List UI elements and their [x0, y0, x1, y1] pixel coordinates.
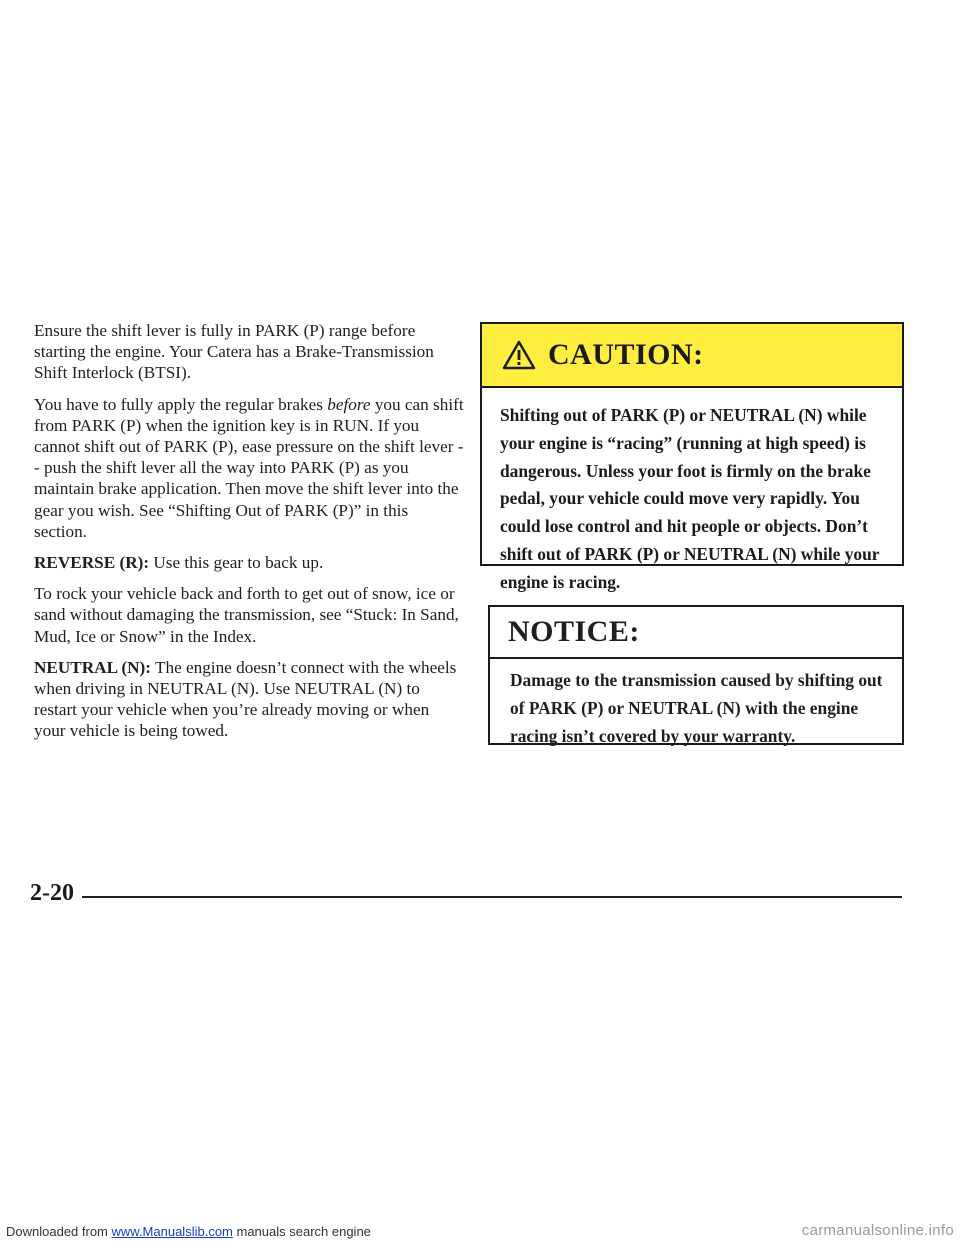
- notice-box: [488, 605, 904, 745]
- notice-text: Damage to the transmission caused by shifting out of PARK (P) or NEUTRAL (N) with the engine racing isn’t covered by your warranty.: [510, 670, 883, 746]
- download-prefix: Downloaded from: [6, 1224, 112, 1239]
- download-suffix: manuals search engine: [232, 1224, 371, 1239]
- paragraph-neutral: [34, 657, 464, 742]
- notice-title: NOTICE:: [508, 615, 640, 648]
- body-text-column: [34, 320, 464, 752]
- download-credit: [6, 1224, 371, 1239]
- paragraph-reverse: [34, 552, 464, 573]
- warning-triangle-icon: [502, 340, 536, 370]
- btsi-text-b: you can shift from PARK (P) when the ignition key is in RUN. If you cannot shift out of PARK (P), ease pressure on the shift lever -- push the shift lever all the way into PARK (P) as you maintain brake application. Then move the shift lever into the gear you wish. See “Shifting Out of PARK (P)” in this section.: [34, 394, 464, 541]
- footer-divider: [82, 896, 902, 898]
- caution-header: [482, 324, 902, 388]
- reverse-text: Use this gear to back up.: [149, 553, 324, 573]
- caution-title: CAUTION:: [548, 338, 704, 371]
- paragraph-park-range: Ensure the shift lever is fully in PARK (P) range before starting the engine. Your Catera has a Brake-Transmission Shift Interlock (BTSI).: [34, 321, 434, 383]
- caution-text: Shifting out of PARK (P) or NEUTRAL (N) while your engine is “racing” (running at high speed) is dangerous. Unless your foot is firmly on the brake pedal, your vehicle could move very rapidly. You could lose control and hit people or objects. Don’t shift out of PARK (P) or NEUTRAL (N) while your engine is racing.: [500, 405, 880, 592]
- paragraph-btsi: [34, 394, 464, 542]
- watermark: carmanualsonline.info: [801, 1222, 954, 1239]
- caution-box: [480, 322, 904, 592]
- notice-header: [490, 607, 902, 659]
- btsi-italic-before: before: [327, 394, 371, 414]
- neutral-text: The engine doesn’t connect with the wheels when driving in NEUTRAL (N). Use NEUTRAL (N) to restart your vehicle when you’re already moving or when your vehicle is being towed.: [34, 657, 457, 741]
- reverse-label: REVERSE (R):: [34, 553, 150, 573]
- manualslib-link[interactable]: www.Manualslib.com: [111, 1224, 233, 1239]
- page-number: 2-20: [30, 880, 74, 906]
- paragraph-rock-vehicle: To rock your vehicle back and forth to get out of snow, ice or sand without damaging the transmission, see “Stuck: In Sand, Mud, Ice or Snow” in the Index.: [34, 584, 459, 646]
- btsi-text-a: You have to fully apply the regular brakes: [34, 394, 328, 414]
- neutral-label: NEUTRAL (N):: [34, 657, 151, 677]
